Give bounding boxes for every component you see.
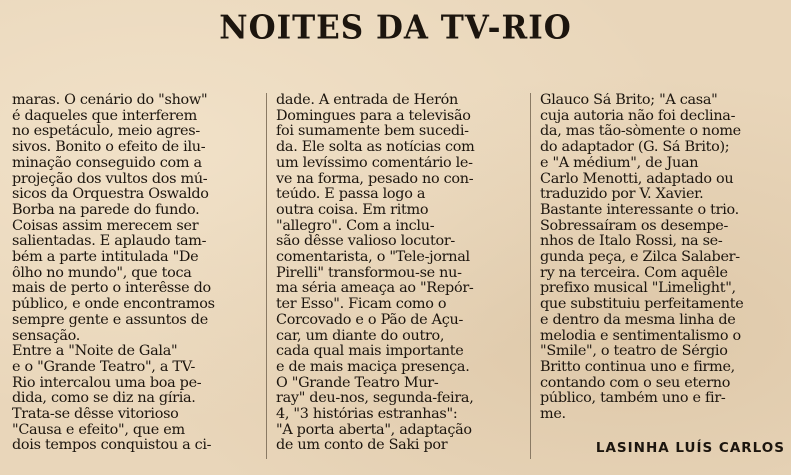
text-line: que substituiu perfeitamente: [540, 297, 744, 313]
text-line: um levíssimo comentário le-: [276, 155, 473, 171]
text-line: dida, como se diz na gíria.: [12, 391, 196, 407]
text-line: nhos de Italo Rossi, na se-: [540, 234, 723, 250]
text-line: mais de perto o interêsse do: [12, 281, 211, 297]
text-line: Bastante interessante o trio.: [540, 202, 739, 218]
text-line: Sobressaíram os desempe-: [540, 218, 729, 234]
article-column-3: [540, 93, 785, 423]
text-line: "Causa e efeito", que em: [12, 422, 185, 438]
text-line: prefixo musical "Limelight",: [540, 281, 736, 297]
text-line: e dentro da mesma linha de: [540, 312, 736, 328]
text-line: público, também uno e fir-: [540, 391, 726, 407]
headline: NOITES DA TV-RIO: [219, 9, 572, 47]
text-line: ry na terceira. Com aquêle: [540, 265, 728, 281]
text-line: de um conto de Saki por: [276, 438, 448, 454]
text-line: salientadas. É aplaudo tam-: [12, 234, 207, 250]
text-line: ve na forma, pesado no con-: [276, 171, 474, 187]
column-divider: [266, 93, 267, 459]
text-line: ôlho no mundo", que toca: [12, 265, 192, 281]
text-line: é daqueles que interferem: [12, 108, 197, 124]
text-line: Britto continua uno e firme,: [540, 359, 735, 375]
text-line: e o "Grande Teatro", a TV-: [12, 359, 196, 375]
text-line: "A porta aberta", adaptação: [276, 422, 472, 438]
text-line: O "Grande Teatro Mur-: [276, 375, 439, 391]
text-line: foi sumamente bem sucedi-: [276, 124, 469, 140]
text-line: e de mais maciça presença.: [276, 359, 470, 375]
text-line: dade. A entrada de Herón: [276, 93, 459, 108]
text-line: Pirelli" transformou-se nu-: [276, 265, 462, 281]
text-line: Carlo Menotti, adaptado ou: [540, 171, 734, 187]
text-line: Coisas assim merecem ser: [12, 218, 199, 234]
text-line: outra coisa. Em ritmo: [276, 202, 429, 218]
article-column-2: [276, 93, 522, 454]
text-line: cuja autoria não foi declina-: [540, 108, 736, 124]
text-line: comentarista, o "Tele-jornal: [276, 250, 470, 266]
text-line: melodia e sentimentalismo o: [540, 328, 741, 344]
article-column-1: [12, 93, 257, 454]
text-line: contando com o seu eterno: [540, 375, 731, 391]
text-line: sivos. Bonito o efeito de ilu-: [12, 140, 206, 156]
text-line: no espetáculo, meio agres-: [12, 124, 200, 140]
text-line: público, e onde encontramos: [12, 297, 215, 313]
text-line: bém a parte intitulada "De: [12, 250, 199, 266]
text-line: gunda peça, e Zilca Salaber-: [540, 250, 740, 266]
text-line: do adaptador (G. Sá Brito);: [540, 140, 730, 156]
text-line: 4, "3 histórias estranhas":: [276, 407, 458, 423]
text-line: sempre gente e assuntos de: [12, 312, 208, 328]
text-line: projeção dos vultos dos mú-: [12, 171, 208, 187]
text-line: da. Êle solta as notícias com: [276, 140, 475, 156]
text-line: maras. O cenário do "show": [12, 93, 208, 108]
text-line: Domingues para a televisão: [276, 108, 471, 124]
text-line: ray" deu-nos, segunda-feira,: [276, 391, 474, 407]
text-line: "allegro". Com a inclu-: [276, 218, 435, 234]
text-line: ma séria ameaça ao "Repór-: [276, 281, 474, 297]
text-line: sensação.: [12, 328, 81, 344]
text-line: Corcovado e o Pão de Açu-: [276, 312, 464, 328]
text-line: traduzido por V. Xavier.: [540, 187, 704, 203]
text-line: são dêsse valioso locutor-: [276, 234, 455, 250]
text-line: da, mas tão-sòmente o nome: [540, 124, 741, 140]
text-line: Borba na parede do fundo.: [12, 202, 200, 218]
text-line: car, um diante do outro,: [276, 328, 445, 344]
text-line: teúdo. E passa logo a: [276, 187, 426, 203]
text-line: ter Esso". Ficam como o: [276, 297, 447, 313]
text-line: Trata-se dêsse vitorioso: [12, 407, 179, 423]
text-line: Glauco Sá Brito; "A casa": [540, 93, 718, 108]
text-line: dois tempos conquistou a ci-: [12, 438, 212, 454]
text-line: sicos da Orquestra Oswaldo: [12, 187, 209, 203]
column-divider: [530, 93, 531, 459]
text-line: me.: [540, 407, 566, 423]
author-signature: LASINHA LUÍS CARLOS: [595, 440, 785, 456]
text-line: e "A médium", de Juan: [540, 155, 699, 171]
text-line: cada qual mais importante: [276, 344, 464, 360]
text-line: "Smile", o teatro de Sérgio: [540, 344, 728, 360]
text-line: minação conseguido com a: [12, 155, 202, 171]
text-line: Rio intercalou uma boa pe-: [12, 375, 202, 391]
text-line: Entre a "Noite de Gala": [12, 344, 178, 360]
